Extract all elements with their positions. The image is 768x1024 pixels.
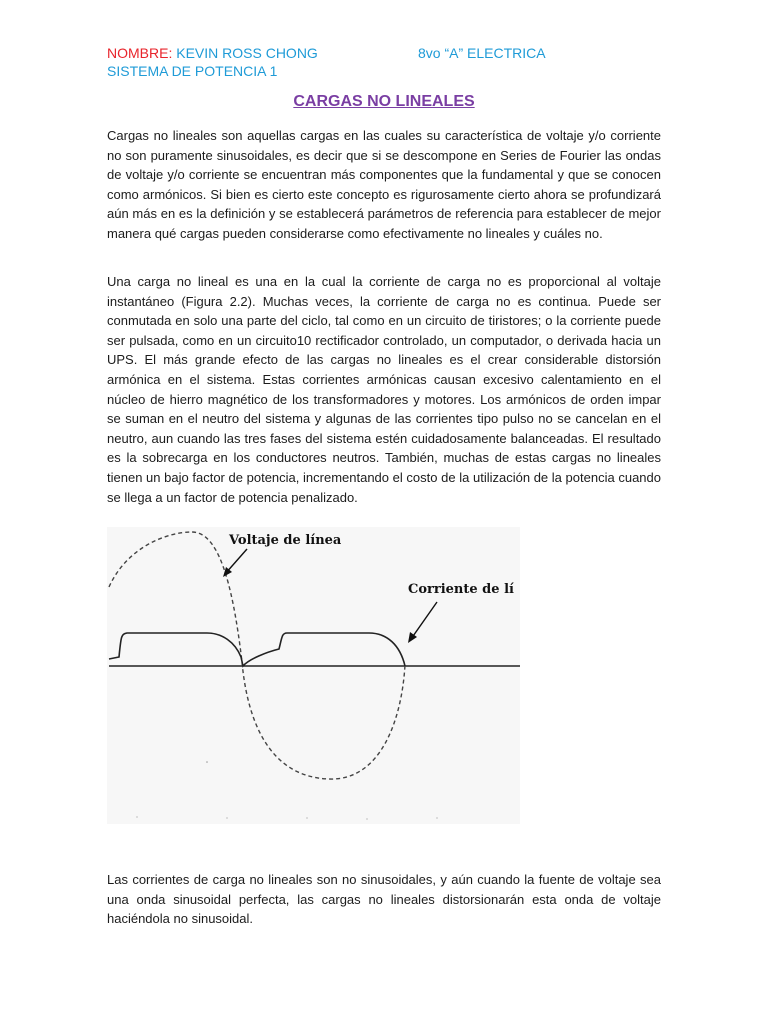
waveform-svg <box>107 527 520 824</box>
paragraph-3: Las corrientes de carga no lineales son no sinusoidales, y aún cuando la fuente de voltaje sea una onda sinusoidal perfecta, las cargas no lineales distorsionarán esta onda de voltaje haciéndola no sinusoidal. <box>107 872 661 927</box>
current-label: Corriente de lí <box>408 582 514 597</box>
current-wave <box>109 633 405 666</box>
voltage-wave <box>109 532 405 779</box>
waveform-figure <box>107 527 520 824</box>
current-arrow <box>411 602 437 639</box>
current-arrowhead <box>408 632 417 643</box>
paragraph-1: Cargas no lineales son aquellas cargas en las cuales su característica de voltaje y/o corriente no son puramente sinusoidales, es decir que si se descompone en Series de Fourier las ondas de voltaje y/o corriente se encuentran más componentes que la fundamental y que se conocen como armónicos. Si bien es cierto este concepto es rigurosamente cierto ahora se profundizará aún más en es la definición y se establecerá parámetros de referencia para establecer de mejor manera qué cargas pueden considerarse como efectivamente no lineales y cuáles no. <box>107 128 661 241</box>
student-name: KEVIN ROSS CHONG <box>172 45 318 61</box>
grade-label: 8vo “A” ELECTRICA <box>418 45 546 61</box>
voltage-label: Voltaje de línea <box>229 533 342 548</box>
student-name-line <box>107 44 318 63</box>
name-label: NOMBRE: <box>107 45 173 61</box>
noise-dots <box>136 761 437 819</box>
page-title: CARGAS NO LINEALES <box>293 93 475 110</box>
course-label: SISTEMA DE POTENCIA 1 <box>107 63 278 79</box>
paragraph-2: Una carga no lineal es una en la cual la corriente de carga no es proporcional al voltaje instantáneo (Figura 2.2). Muchas veces, la corriente de carga no es continua. Puede ser conmutada en solo una parte del ciclo, tal como en un circuito de tiristores; o la corriente puede ser pulsada, como en un circuito10 rectificador controlado, un computador, o derivada hacia un UPS. El más grande efecto de las cargas no lineales es el crear considerable distorsión armónica en el sistema. Estas corrientes armónicas causan excesivo calentamiento en el núcleo de hierro magnético de los transformadores y motores. Los armónicos de orden impar se suman en el neutro del sistema y algunas de las corrientes tipo pulso no se cancelan en el neutro, aun cuando las tres fases del sistema estén cuidadosamente balanceadas. El resultado es la sobrecarga en los conductores neutros. También, muchas de estas cargas no lineales tienen un bajo factor de potencia, incrementando el costo de la utilización de la potencia cuando se llega a un factor de potencia penalizado. <box>107 274 661 505</box>
